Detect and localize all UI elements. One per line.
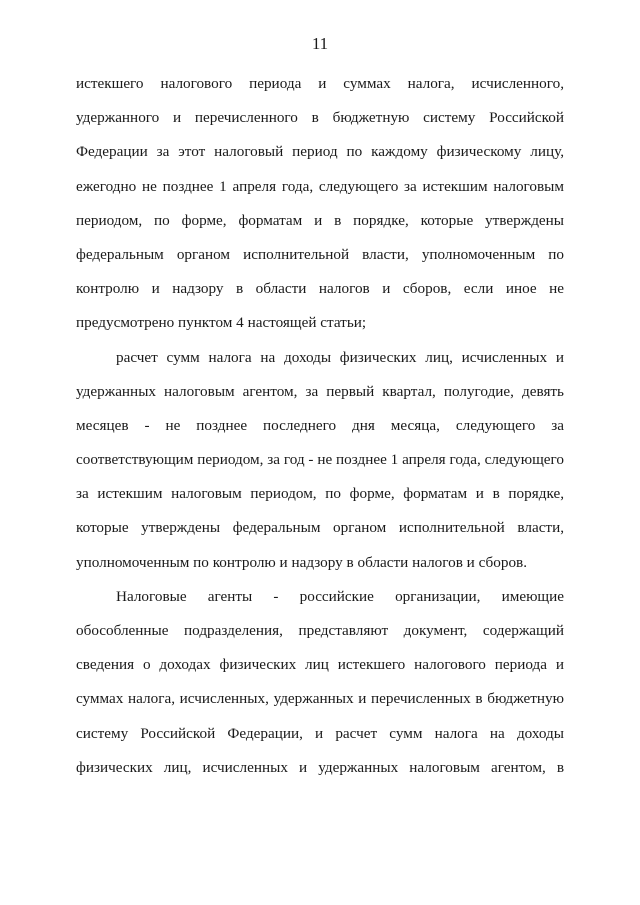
text-line: соответствующим периодом, за год - не позднее 1 апреля года, следующего — [76, 451, 564, 469]
text-line: Федерации за этот налоговый период по каждому физическому лицу, — [76, 143, 564, 161]
text-line: которые утверждены федеральным органом исполнительной власти, — [76, 519, 564, 537]
text-line: истекшего налогового периода и суммах налога, исчисленного, — [76, 75, 564, 92]
text-line: предусмотрено пунктом 4 настоящей статьи; — [76, 314, 367, 332]
text-line: за истекшим налоговым периодом, по форме, форматам и в порядке, — [76, 485, 564, 503]
text-line: сведения о доходах физических лиц истекшего налогового периода и — [76, 656, 564, 674]
text-line: контролю и надзору в области налогов и сборов, если иное не — [76, 280, 564, 298]
text-line: физических лиц, исчисленных и удержанных налоговым агентом, в — [76, 758, 564, 776]
text-line: расчет сумм налога на доходы физических лиц, исчисленных и — [116, 348, 564, 366]
page-number: 11 — [311, 34, 329, 53]
text-line: ежегодно не позднее 1 апреля года, следующего за истекшим налоговым — [76, 177, 564, 195]
text-line: периодом, по форме, форматам и в порядке, которые утверждены — [76, 211, 564, 229]
text-line: федеральным органом исполнительной власти, уполномоченным по — [76, 245, 564, 263]
text-line: обособленные подразделения, представляют документ, содержащий — [76, 622, 564, 639]
text-line: удержанного и перечисленного в бюджетную систему Российской — [76, 109, 564, 127]
text-line: суммах налога, исчисленных, удержанных и перечисленных в бюджетную — [76, 690, 564, 708]
text-line: Налоговые агенты - российские организации, имеющие — [116, 587, 564, 605]
text-line: удержанных налоговым агентом, за первый квартал, полугодие, девять — [76, 382, 564, 400]
text-line: уполномоченным по контролю и надзору в области налогов и сборов. — [76, 553, 528, 571]
text-line: месяцев - не позднее последнего дня месяца, следующего за — [76, 416, 564, 434]
text-line: систему Российской Федерации, и расчет сумм налога на доходы — [76, 724, 564, 742]
document-body — [76, 67, 564, 785]
